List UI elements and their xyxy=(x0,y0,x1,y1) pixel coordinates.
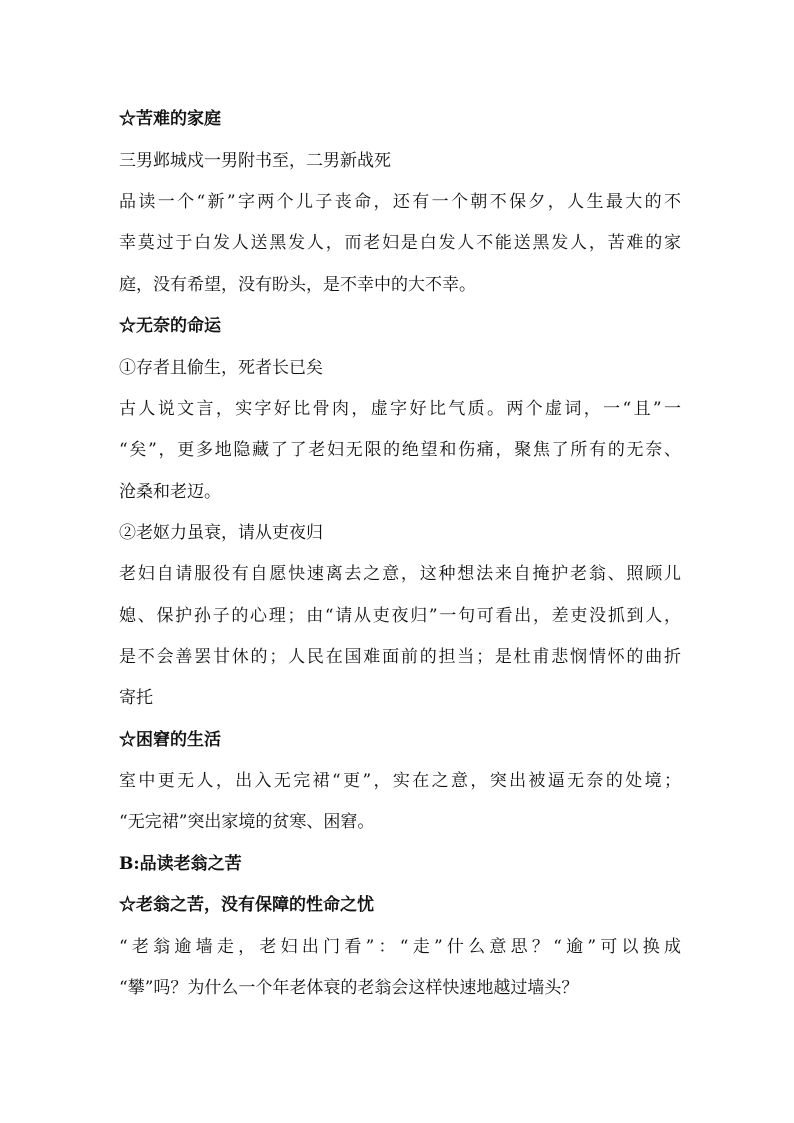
paragraph-line: 室中更无人，出入无完裙“更”，实在之意，突出被逼无奈的处境； xyxy=(119,771,681,791)
paragraph-line: 幸莫过于白发人送黑发人，而老妇是白发人不能送黑发人，苦难的家 xyxy=(119,233,681,253)
paragraph-line: 媳、保护孙子的心理；由“请从吏夜归”一句可看出，差吏没抓到人， xyxy=(119,606,681,626)
paragraph-line: 品读一个“新”字两个儿子丧命，还有一个朝不保夕，人生最大的不 xyxy=(119,192,681,212)
quote-line: 三男邺城戍一男附书至，二男新战死 xyxy=(119,151,391,171)
paragraph-line: 古人说文言，实字好比骨肉，虚字好比气质。两个虚词，一“且”一 xyxy=(119,399,681,419)
paragraph-line: 沧桑和老迈。 xyxy=(119,482,221,502)
section-heading-suffering-family: ☆苦难的家庭 xyxy=(119,109,221,129)
section-heading-helpless-fate: ☆无奈的命运 xyxy=(119,316,221,336)
quote-line: ①存者且偷生，死者长已矣 xyxy=(119,358,323,378)
paragraph-line: “矣”，更多地隐藏了了老妇无限的绝望和伤痛，聚焦了所有的无奈、 xyxy=(119,440,681,460)
paragraph-line: 寄托 xyxy=(119,688,153,708)
paragraph-line: 老妇自请服役有自愿快速离去之意，这种想法来自掩护老翁、照顾儿 xyxy=(119,564,681,584)
section-heading-old-man: B:品读老翁之苦 xyxy=(119,854,242,874)
paragraph-line: 是不会善罢甘休的；人民在国难面前的担当；是杜甫悲悯情怀的曲折 xyxy=(119,647,681,667)
quote-line: ②老妪力虽衰，请从吏夜归 xyxy=(119,523,323,543)
section-heading-poor-life: ☆困窘的生活 xyxy=(119,730,221,750)
paragraph-line: 庭，没有希望，没有盼头，是不幸中的大不幸。 xyxy=(119,275,476,295)
paragraph-line: “攀”吗？为什么一个年老体衰的老翁会这样快速地越过墙头？ xyxy=(119,978,579,998)
section-heading-old-man-suffering: ☆老翁之苦，没有保障的性命之忧 xyxy=(119,895,374,915)
paragraph-line: “无完裙”突出家境的贫寒、困窘。 xyxy=(119,812,375,832)
paragraph-line: “老翁逾墙走，老妇出门看”：“走”什么意思？“逾”可以换成 xyxy=(119,937,681,957)
